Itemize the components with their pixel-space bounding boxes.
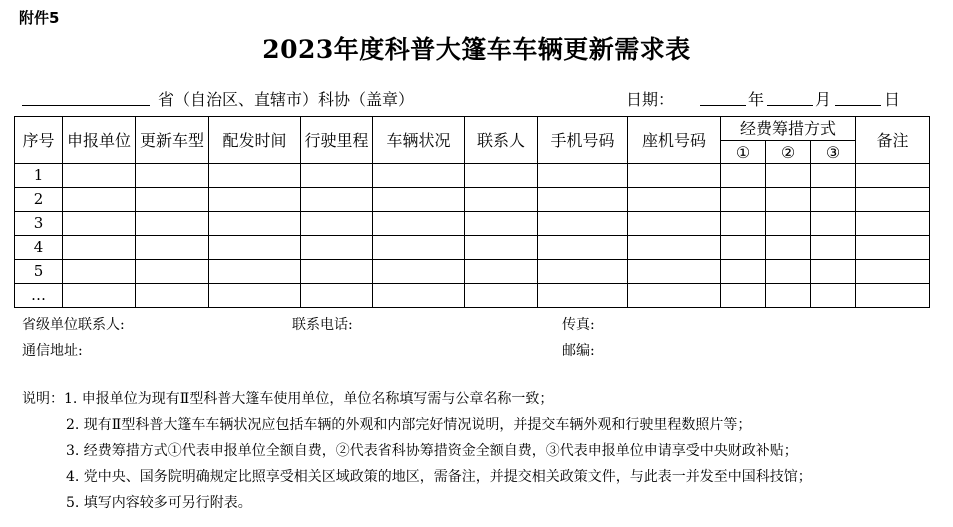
- cell[interactable]: [766, 164, 811, 188]
- note-item: 5. 填写内容较多可另行附表。: [66, 495, 252, 511]
- cell[interactable]: [628, 164, 721, 188]
- cell[interactable]: [465, 284, 538, 308]
- cell[interactable]: [721, 212, 766, 236]
- cell[interactable]: [209, 188, 301, 212]
- table-row: [15, 164, 930, 188]
- header-contact: 联系人: [465, 117, 538, 164]
- cell[interactable]: [465, 164, 538, 188]
- cell[interactable]: [373, 284, 465, 308]
- document-title: 2023年度科普大篷车车辆更新需求表: [262, 35, 691, 64]
- row-number: 3: [15, 212, 63, 236]
- province-date-line: [14, 87, 944, 113]
- date-label: 日期：: [626, 90, 675, 109]
- cell[interactable]: [538, 164, 628, 188]
- note-item: 1. 申报单位为现有Ⅱ型科普大篷车使用单位，单位名称填写需与公章名称一致；: [64, 391, 554, 407]
- header-mobile: 手机号码: [538, 117, 628, 164]
- note-item: 2. 现有Ⅱ型科普大篷车车辆状况应包括车辆的外观和内部完好情况说明，并提交车辆外观和行驶里程数照片等；: [66, 417, 752, 433]
- cell[interactable]: [136, 188, 209, 212]
- address-label: 通信地址:: [22, 343, 83, 359]
- cell[interactable]: [465, 212, 538, 236]
- cell[interactable]: [63, 236, 136, 260]
- table-row: [15, 212, 930, 236]
- cell[interactable]: [856, 260, 930, 284]
- cell[interactable]: [373, 236, 465, 260]
- postcode-label: 邮编:: [562, 343, 595, 359]
- cell[interactable]: [136, 212, 209, 236]
- table-row: [15, 260, 930, 284]
- header-funding-opt-3: ③: [811, 141, 856, 164]
- cell[interactable]: [721, 188, 766, 212]
- header-funding: 经费筹措方式: [721, 117, 856, 141]
- cell[interactable]: [628, 236, 721, 260]
- province-label: 省（自治区、直辖市）科协（盖章）: [158, 90, 415, 109]
- cell[interactable]: [63, 260, 136, 284]
- row-number: 2: [15, 188, 63, 212]
- cell[interactable]: [63, 284, 136, 308]
- header-remark: 备注: [856, 117, 930, 164]
- cell[interactable]: [766, 260, 811, 284]
- attachment-label: 附件5: [19, 9, 60, 27]
- cell[interactable]: [811, 260, 856, 284]
- year-label: 年: [748, 90, 765, 109]
- cell[interactable]: [209, 212, 301, 236]
- cell[interactable]: [373, 164, 465, 188]
- notes-section: [22, 386, 812, 516]
- cell[interactable]: [136, 236, 209, 260]
- cell[interactable]: [63, 164, 136, 188]
- province-blank: [22, 87, 150, 106]
- header-landline: 座机号码: [628, 117, 721, 164]
- month-blank: [767, 87, 813, 106]
- header-model: 更新车型: [136, 117, 209, 164]
- cell[interactable]: [465, 188, 538, 212]
- cell[interactable]: [538, 260, 628, 284]
- cell[interactable]: [721, 260, 766, 284]
- phone-label: 联系电话:: [292, 317, 353, 333]
- cell[interactable]: [301, 284, 373, 308]
- table-row: [15, 284, 930, 308]
- note-item: 4. 党中央、国务院明确规定比照享受相关区域政策的地区，需备注，并提交相关政策文件，与此表一并发至中国科技馆；: [66, 469, 812, 485]
- month-label: 月: [815, 90, 832, 109]
- cell[interactable]: [136, 260, 209, 284]
- cell[interactable]: [721, 236, 766, 260]
- cell[interactable]: [766, 212, 811, 236]
- cell[interactable]: [63, 212, 136, 236]
- cell[interactable]: [856, 188, 930, 212]
- cell[interactable]: [856, 284, 930, 308]
- cell[interactable]: [628, 284, 721, 308]
- cell[interactable]: [721, 164, 766, 188]
- cell[interactable]: [721, 284, 766, 308]
- header-seq: 序号: [15, 117, 63, 164]
- cell[interactable]: [373, 188, 465, 212]
- cell[interactable]: [209, 164, 301, 188]
- row-number: 4: [15, 236, 63, 260]
- header-mileage: 行驶里程: [301, 117, 373, 164]
- cell[interactable]: [766, 188, 811, 212]
- cell[interactable]: [811, 188, 856, 212]
- row-number: …: [15, 284, 63, 308]
- cell[interactable]: [301, 188, 373, 212]
- cell[interactable]: [766, 284, 811, 308]
- cell[interactable]: [628, 212, 721, 236]
- cell[interactable]: [209, 236, 301, 260]
- cell[interactable]: [628, 260, 721, 284]
- cell[interactable]: [811, 284, 856, 308]
- day-label: 日: [884, 90, 901, 109]
- cell[interactable]: [628, 188, 721, 212]
- row-number: 5: [15, 260, 63, 284]
- cell[interactable]: [766, 236, 811, 260]
- cell[interactable]: [856, 212, 930, 236]
- cell[interactable]: [811, 164, 856, 188]
- header-unit: 申报单位: [63, 117, 136, 164]
- cell[interactable]: [63, 188, 136, 212]
- cell[interactable]: [373, 212, 465, 236]
- contact-person-label: 省级单位联系人:: [22, 317, 125, 333]
- notes-label: 说明：: [22, 391, 64, 407]
- cell[interactable]: [856, 236, 930, 260]
- fax-label: 传真:: [562, 317, 595, 333]
- note-item: 3. 经费筹措方式①代表申报单位全额自费，②代表省科协筹措资金全额自费，③代表申报单位申请享受中央财政补贴；: [66, 443, 798, 459]
- cell[interactable]: [538, 188, 628, 212]
- day-blank: [835, 87, 881, 106]
- year-blank: [700, 87, 746, 106]
- header-status: 车辆状况: [373, 117, 465, 164]
- cell[interactable]: [209, 260, 301, 284]
- cell[interactable]: [465, 236, 538, 260]
- cell[interactable]: [209, 284, 301, 308]
- cell[interactable]: [538, 284, 628, 308]
- cell[interactable]: [373, 260, 465, 284]
- cell[interactable]: [538, 212, 628, 236]
- cell[interactable]: [811, 236, 856, 260]
- cell[interactable]: [136, 284, 209, 308]
- header-funding-opt-2: ②: [766, 141, 811, 164]
- cell[interactable]: [301, 164, 373, 188]
- cell[interactable]: [301, 260, 373, 284]
- row-number: 1: [15, 164, 63, 188]
- cell[interactable]: [136, 164, 209, 188]
- cell[interactable]: [811, 212, 856, 236]
- cell[interactable]: [301, 236, 373, 260]
- requirement-table: [14, 116, 930, 308]
- table-row: [15, 236, 930, 260]
- header-date: 配发时间: [209, 117, 301, 164]
- cell[interactable]: [538, 236, 628, 260]
- cell[interactable]: [465, 260, 538, 284]
- cell[interactable]: [856, 164, 930, 188]
- header-funding-opt-1: ①: [721, 141, 766, 164]
- table-row: [15, 188, 930, 212]
- cell[interactable]: [301, 212, 373, 236]
